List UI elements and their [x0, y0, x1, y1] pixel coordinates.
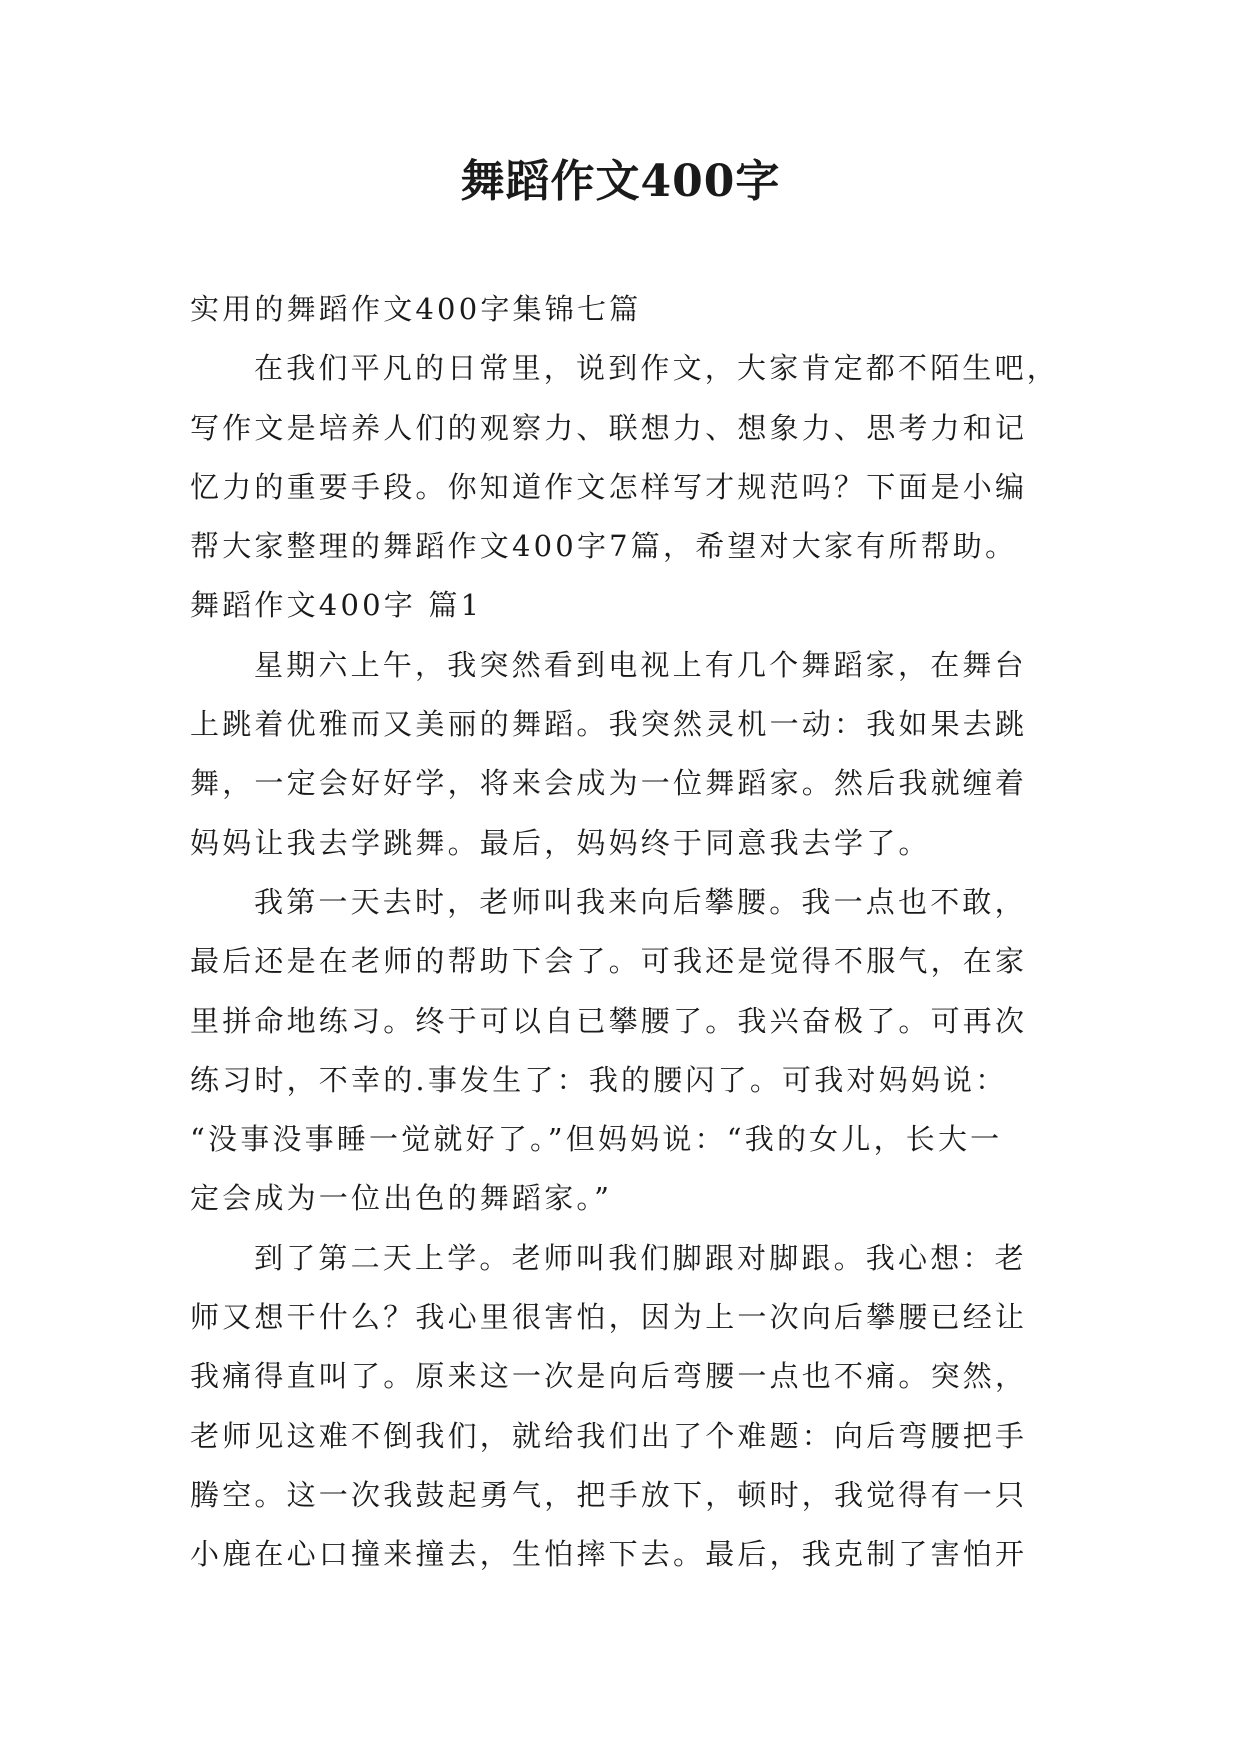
text-line: 在我们平凡的日常里，说到作文，大家肯定都不陌生吧， [254, 351, 1060, 386]
text-line: 帮大家整理的舞蹈作文400字7篇，希望对大家有所帮助。 [190, 529, 1018, 564]
text-line: 到了第二天上学。老师叫我们脚跟对脚跟。我心想：老 [254, 1240, 1027, 1275]
text-line: 最后还是在老师的帮助下会了。可我还是觉得不服气，在家 [190, 944, 1028, 979]
text-line: 师又想干什么？我心里很害怕，因为上一次向后攀腰已经让 [190, 1300, 1028, 1335]
text-line: 舞蹈作文400字 篇1 [190, 588, 483, 623]
text-line: 腾空。这一次我鼓起勇气，把手放下，顿时，我觉得有一只 [190, 1477, 1028, 1512]
text-line: 妈妈让我去学跳舞。最后，妈妈终于同意我去学了。 [190, 825, 931, 860]
text-line: 写作文是培养人们的观察力、联想力、想象力、思考力和记 [190, 410, 1028, 445]
document-body [190, 290, 1070, 1595]
text-line: 实用的舞蹈作文400字集锦七篇 [190, 292, 642, 326]
text-line: 练习时，不幸的.事发生了：我的腰闪了。可我对妈妈说： [190, 1062, 1008, 1097]
text-line: 上跳着优雅而又美丽的舞蹈。我突然灵机一动：我如果去跳 [190, 707, 1028, 742]
text-line: 定会成为一位出色的舞蹈家。” [190, 1181, 613, 1216]
text-line: 我第一天去时，老师叫我来向后攀腰。我一点也不敢， [254, 884, 1027, 919]
text-line: 星期六上午，我突然看到电视上有几个舞蹈家，在舞台 [254, 647, 1027, 682]
text-line: 忆力的重要手段。你知道作文怎样写才规范吗？下面是小编 [190, 469, 1028, 504]
document-title: 舞蹈作文400字 [460, 156, 781, 207]
text-line: 老师见这难不倒我们，就给我们出了个难题：向后弯腰把手 [190, 1418, 1028, 1453]
text-line: 小鹿在心口撞来撞去，生怕摔下去。最后，我克制了害怕开 [190, 1537, 1028, 1572]
text-line: 里拼命地练习。终于可以自已攀腰了。我兴奋极了。可再次 [190, 1003, 1028, 1038]
text-line: 我痛得直叫了。原来这一次是向后弯腰一点也不痛。突然， [190, 1359, 1028, 1394]
text-line: “没事没事睡一觉就好了。”但妈妈说：“我的女儿，长大一 [190, 1122, 1003, 1157]
text-line: 舞，一定会好好学，将来会成为一位舞蹈家。然后我就缠着 [190, 766, 1028, 801]
